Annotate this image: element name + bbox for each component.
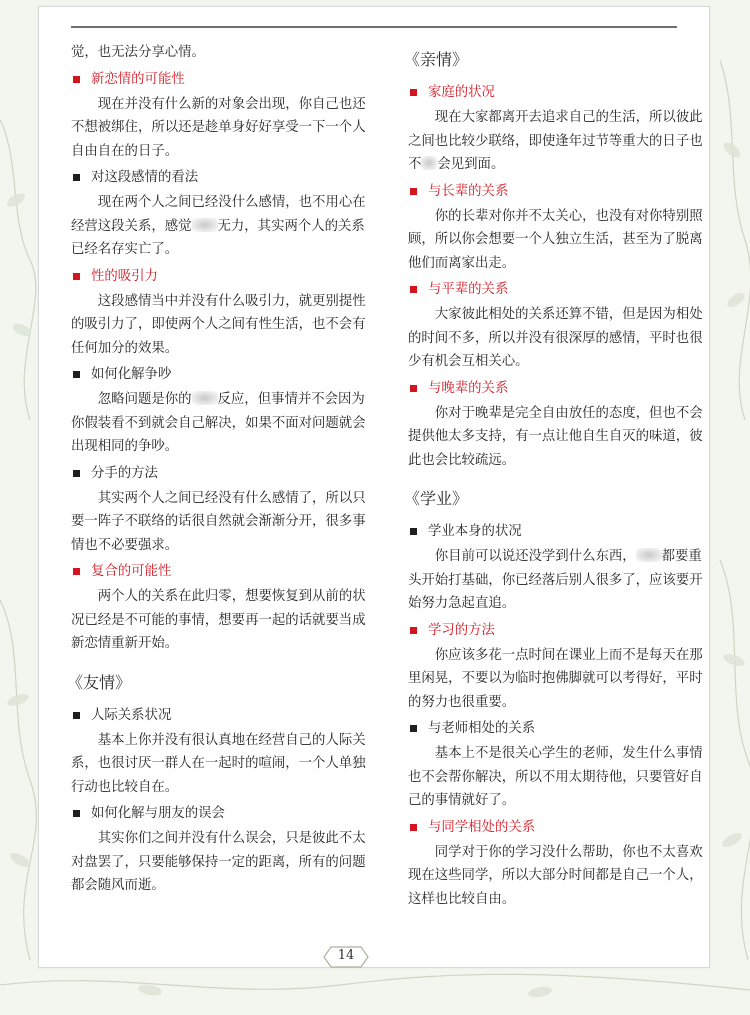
bullet-square-icon [73, 810, 80, 817]
paragraph: 基本上不是很关心学生的老师，发生什么事情也不会帮你解决，所以不用太期待他，只要管好自己的事情就好了。 [408, 746, 703, 808]
heading-juniors: 与晚辈的关系 [408, 377, 704, 400]
paragraph: 同学对于你的学习没什么帮助，你也不太喜欢现在这些同学，所以大部分时间都是自己一个人，这样也比较自由。 [408, 844, 703, 907]
bullet-square-icon [73, 174, 80, 181]
paragraph: 其实你们之间并没有什么误会，只是彼此不太对盘罢了，只要能够保持一定的距离，所有的问题都会随风而逝。 [71, 831, 366, 893]
bullet-square-icon [73, 371, 80, 378]
paragraph: 你对于晚辈是完全自由放任的态度，但也不会提供他太多支持，有一点让他自生自灭的味道，彼此也会比较疏远。 [408, 405, 703, 468]
right-column [404, 41, 704, 911]
paragraph: 这段感情当中并没有什么吸引力，就更别提性的吸引力了，即使两个人之间有性生活，也不会有任何加分的效果。 [71, 293, 366, 356]
heading-teachers: 与老师相处的关系 [408, 717, 704, 740]
heading-classmates: 与同学相处的关系 [408, 816, 704, 839]
bullet-square-icon [410, 528, 417, 535]
continued-text: 觉，也无法分享心情。 [71, 45, 205, 60]
heading-new-romance: 新恋情的可能性 [71, 68, 367, 91]
paragraph: 现在大家都离开去追求自己的生活，所以彼此之间也比较少联络，即使逢年过节等重大的日子也不 会见到面。 [408, 110, 703, 172]
page-number: 14 [337, 948, 355, 963]
heading-attraction: 性的吸引力 [71, 265, 367, 288]
paragraph: 现在两个人之间已经没什么感情，也不用心在经营这段关系，感觉 无力，其实两个人的关系已经名存实亡了。 [71, 195, 366, 257]
heading-study-status: 学业本身的状况 [408, 520, 704, 543]
bullet-square-icon [410, 89, 417, 96]
left-column [67, 41, 367, 898]
bullet-square-icon [410, 188, 417, 195]
blurred-text [192, 391, 218, 405]
blurred-text [192, 218, 218, 232]
bullet-square-icon [73, 712, 80, 719]
heading-friend-misunderstanding: 如何化解与朋友的误会 [71, 802, 367, 825]
heading-resolve-quarrel: 如何化解争吵 [71, 363, 367, 386]
bullet-square-icon [73, 568, 80, 575]
paragraph: 你应该多花一点时间在课业上而不是每天在那里闲晃，不要以为临时抱佛脚就可以考得好，平时的努力也很重要。 [408, 647, 703, 710]
bullet-square-icon [73, 273, 80, 280]
section-title-friendship: 《友情》 [67, 672, 132, 692]
heading-reunion: 复合的可能性 [71, 560, 367, 583]
bullet-square-icon [410, 627, 417, 634]
heading-elders: 与长辈的关系 [408, 180, 704, 203]
page-number-badge [318, 944, 374, 970]
bullet-square-icon [410, 385, 417, 392]
paragraph: 你目前可以说还没学到什么东西， 都要重头开始打基础，你已经落后别人很多了，应该要开始努力急起直追。 [408, 549, 703, 611]
bullet-square-icon [410, 824, 417, 831]
heading-breakup-method: 分手的方法 [71, 462, 367, 485]
section-title-family: 《亲情》 [404, 50, 469, 69]
bullet-square-icon [73, 470, 80, 477]
heading-view-on-relationship: 对这段感情的看法 [71, 166, 367, 189]
heading-family-status: 家庭的状况 [408, 81, 704, 104]
paragraph: 忽略问题是你的 反应，但事情并不会因为你假装看不到就会自己解决，如果不面对问题就会出现相同的争吵。 [71, 392, 366, 454]
paragraph: 其实两个人之间已经没有什么感情了，所以只要一阵子不联络的话很自然就会渐渐分开，很多事情也不必要强求。 [71, 490, 366, 553]
paragraph: 你的长辈对你并不太关心，也没有对你特别照顾，所以你会想要一个人独立生活，甚至为了脱离他们而离家出走。 [408, 208, 703, 271]
bullet-square-icon [73, 76, 80, 83]
blurred-text [636, 548, 662, 562]
paragraph: 大家彼此相处的关系还算不错，但是因为相处的时间不多，所以并没有很深厚的感情，平时也很少有机会互相关心。 [408, 307, 703, 369]
document-page [38, 6, 710, 968]
heading-peers: 与平辈的关系 [408, 278, 704, 301]
paragraph: 基本上你并没有很认真地在经营自己的人际关系，也很讨厌一群人在一起时的喧闹，一个人单独行动也比较自在。 [71, 732, 366, 795]
paragraph: 现在并没有什么新的对象会出现，你自己也还不想被绑住，所以还是趁单身好好享受一下一个人自由自在的日子。 [71, 96, 366, 159]
bullet-square-icon [410, 725, 417, 732]
bullet-square-icon [410, 286, 417, 293]
blurred-text [421, 156, 437, 170]
heading-study-method: 学习的方法 [408, 619, 704, 642]
section-title-studies: 《学业》 [404, 489, 469, 508]
paragraph: 两个人的关系在此归零，想要恢复到从前的状况已经是不可能的事情，想要再一起的话就要当成新恋情重新开始。 [71, 589, 366, 651]
header-rule [71, 26, 677, 28]
heading-social-status: 人际关系状况 [71, 704, 367, 727]
